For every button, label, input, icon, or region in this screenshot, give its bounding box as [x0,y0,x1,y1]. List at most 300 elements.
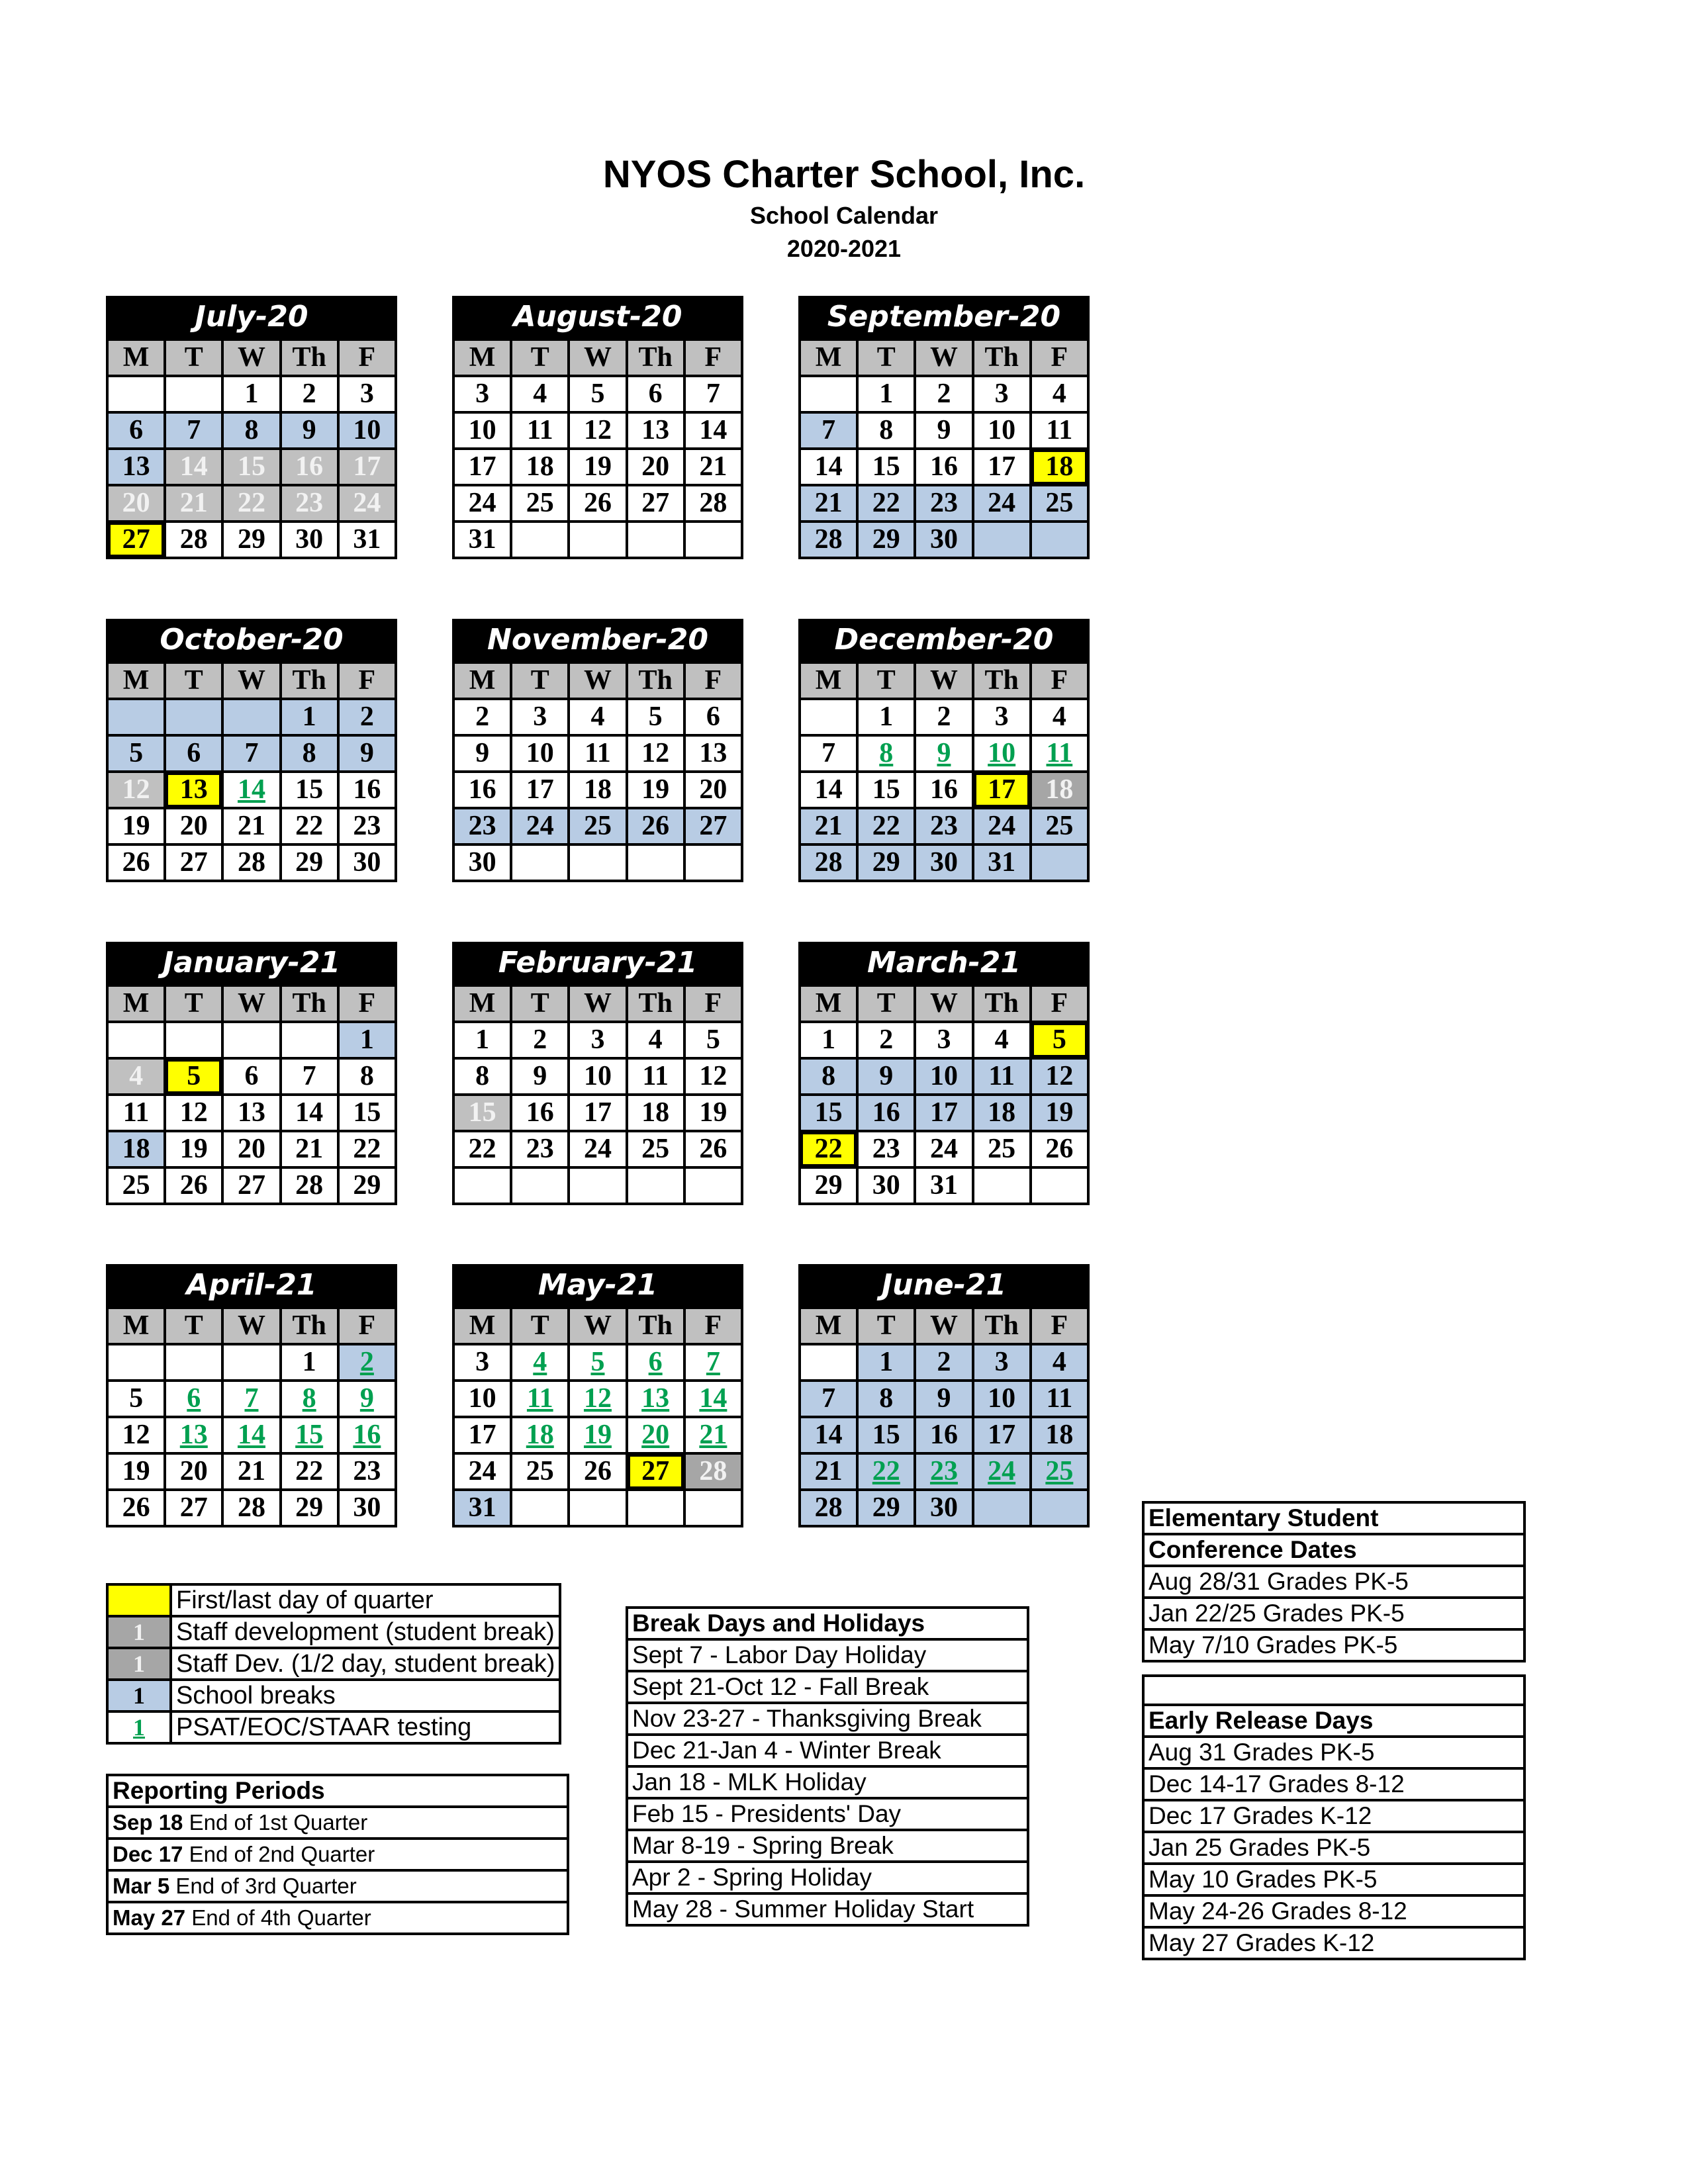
calendar-day: 12 [1031,1058,1088,1095]
month-title: September-20 [798,296,1090,338]
calendar-day: 10 [338,412,396,449]
empty-day [800,699,857,735]
calendar-day: 26 [569,485,626,522]
legend [106,1583,561,1745]
weekday-header: T [857,340,915,376]
calendar-day: 3 [453,1344,511,1381]
calendar-day: 5 [1031,1022,1088,1058]
calendar-day: 2 [915,1344,972,1381]
empty-day [973,1167,1031,1204]
month-calendar [452,1264,743,1527]
empty-day [973,1490,1031,1526]
calendar-day: 12 [107,772,165,808]
calendar-day: 16 [511,1095,569,1131]
legend-label: PSAT/EOC/STAAR testing [171,1711,560,1743]
weekday-header: M [800,1308,857,1344]
calendar-day: 3 [973,699,1031,735]
weekday-header: F [1031,662,1088,699]
calendar-day: 28 [800,844,857,881]
calendar-day: 14 [800,449,857,485]
weekday-header: F [1031,340,1088,376]
calendar-day: 3 [973,1344,1031,1381]
weekday-header: Th [973,662,1031,699]
reporting-item [107,1870,568,1902]
empty-day [627,1490,684,1526]
calendar-day: 7 [281,1058,338,1095]
empty-day [684,1167,742,1204]
calendar-day: 20 [222,1131,280,1167]
calendar-day: 2 [857,1022,915,1058]
calendar-day: 18 [1031,772,1088,808]
calendar-day: 12 [107,1417,165,1453]
calendar-day: 24 [569,1131,626,1167]
calendar-day: 4 [511,376,569,412]
empty-day [1031,1167,1088,1204]
calendar-day: 26 [1031,1131,1088,1167]
calendar-day: 26 [569,1453,626,1490]
calendar-day: 13 [627,412,684,449]
calendar-day: 17 [569,1095,626,1131]
weekday-header: T [857,985,915,1022]
early-release-item: May 10 Grades PK-5 [1143,1864,1524,1895]
empty-day [107,376,165,412]
weekday-header: Th [627,340,684,376]
school-year: 2020-2021 [786,235,902,262]
month-title: January-21 [106,942,397,984]
calendar-day: 27 [627,1453,684,1490]
calendar-day: 15 [857,449,915,485]
calendar-day: 20 [627,1417,684,1453]
holiday-item: Feb 15 - Presidents' Day [627,1798,1028,1830]
weekday-header: M [453,662,511,699]
calendar-day: 22 [281,808,338,844]
holiday-item: Apr 2 - Spring Holiday [627,1862,1028,1893]
calendar-day: 27 [107,522,165,558]
calendar-day: 16 [338,772,396,808]
calendar-day: 16 [338,1417,396,1453]
month-title: March-21 [798,942,1090,984]
empty-day [107,1022,165,1058]
conference-item: May 7/10 Grades PK-5 [1143,1629,1524,1661]
calendar-day: 14 [800,1417,857,1453]
calendar-day: 14 [281,1095,338,1131]
calendar-day: 19 [569,1417,626,1453]
month-title: May-21 [452,1264,743,1306]
calendar-day: 29 [338,1167,396,1204]
calendar-day: 14 [222,1417,280,1453]
calendar-day: 12 [165,1095,222,1131]
empty-day [165,699,222,735]
calendar-day: 31 [453,522,511,558]
calendar-day: 10 [569,1058,626,1095]
empty-day [569,844,626,881]
calendar-day: 19 [627,772,684,808]
weekday-header: F [684,340,742,376]
calendar-day: 6 [627,376,684,412]
calendar-day: 25 [569,808,626,844]
calendar-day: 6 [627,1344,684,1381]
calendar-day: 9 [453,735,511,772]
legend-swatch: 1 [107,1711,171,1743]
calendar-day: 17 [973,1417,1031,1453]
weekday-header: T [857,662,915,699]
calendar-day: 21 [281,1131,338,1167]
calendar-day: 2 [511,1022,569,1058]
month-calendar [106,619,397,882]
calendar-day: 31 [338,522,396,558]
calendar-day: 9 [857,1058,915,1095]
calendar-day: 25 [511,1453,569,1490]
weekday-header: Th [973,985,1031,1022]
calendar-day: 11 [107,1095,165,1131]
calendar-day: 8 [222,412,280,449]
empty-day [165,376,222,412]
empty-day [684,844,742,881]
month-calendar [106,1264,397,1527]
calendar-day: 5 [107,735,165,772]
reporting-text: End of 1st Quarter [189,1810,368,1835]
weekday-header: W [915,985,972,1022]
calendar-day: 25 [1031,485,1088,522]
calendar-day: 19 [165,1131,222,1167]
calendar-day: 19 [107,808,165,844]
holiday-item: Dec 21-Jan 4 - Winter Break [627,1735,1028,1766]
empty-day [222,699,280,735]
calendar-day: 20 [684,772,742,808]
month-calendar [798,296,1090,559]
calendar-day: 11 [973,1058,1031,1095]
month-calendar [452,296,743,559]
calendar-day: 1 [338,1022,396,1058]
holiday-item: Sept 21-Oct 12 - Fall Break [627,1671,1028,1703]
month-calendar [798,619,1090,882]
calendar-day: 22 [857,808,915,844]
calendar-day: 12 [684,1058,742,1095]
calendar-day: 5 [569,1344,626,1381]
calendar-day: 14 [684,412,742,449]
empty-day [569,522,626,558]
legend-label: School breaks [171,1680,560,1711]
weekday-header: Th [973,1308,1031,1344]
month-calendar [798,1264,1090,1527]
calendar-day: 25 [107,1167,165,1204]
month-title: June-21 [798,1264,1090,1306]
early-release-item: Dec 17 Grades K-12 [1143,1800,1524,1832]
calendar-day: 24 [453,1453,511,1490]
calendar-day: 2 [915,699,972,735]
weekday-header: M [107,340,165,376]
early-release-heading: Early Release Days [1143,1705,1524,1737]
calendar-day: 24 [511,808,569,844]
weekday-header: M [107,662,165,699]
calendar-day: 3 [453,376,511,412]
calendar-day: 12 [627,735,684,772]
calendar-day: 6 [165,735,222,772]
calendar-day: 3 [338,376,396,412]
calendar-day: 15 [800,1095,857,1131]
holiday-item: Nov 23-27 - Thanksgiving Break [627,1703,1028,1735]
weekday-header: M [107,1308,165,1344]
calendar-day: 4 [973,1022,1031,1058]
calendar-day: 1 [800,1022,857,1058]
calendar-day: 9 [915,1381,972,1417]
empty-day [107,1344,165,1381]
calendar-day: 21 [222,808,280,844]
month-title: December-20 [798,619,1090,661]
empty-day [453,1167,511,1204]
calendar-day: 4 [1031,1344,1088,1381]
calendar-day: 30 [915,522,972,558]
calendar-day: 6 [684,699,742,735]
calendar-day: 11 [1031,1381,1088,1417]
calendar-day: 19 [107,1453,165,1490]
calendar-day: 28 [684,485,742,522]
calendar-day: 31 [453,1490,511,1526]
calendar-day: 16 [915,449,972,485]
calendar-day: 30 [453,844,511,881]
calendar-day: 27 [165,1490,222,1526]
calendar-day: 17 [453,1417,511,1453]
weekday-header: M [107,985,165,1022]
conference-dates [1142,1501,1526,1662]
calendar-day: 2 [453,699,511,735]
calendar-day: 19 [684,1095,742,1131]
calendar-day: 7 [684,1344,742,1381]
calendar-day: 30 [857,1167,915,1204]
calendar-day: 1 [857,699,915,735]
early-release-days [1142,1674,1526,1960]
calendar-day: 8 [338,1058,396,1095]
calendar-day: 3 [973,376,1031,412]
calendar-day: 4 [511,1344,569,1381]
calendar-day: 11 [1031,735,1088,772]
calendar-day: 22 [281,1453,338,1490]
empty-day [973,522,1031,558]
calendar-day: 8 [857,1381,915,1417]
calendar-day: 30 [338,844,396,881]
empty-day [800,1344,857,1381]
calendar-day: 30 [915,844,972,881]
calendar-day: 21 [800,485,857,522]
calendar-day: 30 [281,522,338,558]
weekday-header: Th [973,340,1031,376]
calendar-day: 23 [453,808,511,844]
calendar-day: 28 [222,1490,280,1526]
calendar-day: 27 [222,1167,280,1204]
calendar-day: 21 [800,808,857,844]
calendar-day: 6 [165,1381,222,1417]
empty-day [800,376,857,412]
calendar-day: 25 [1031,1453,1088,1490]
calendar-day: 10 [915,1058,972,1095]
legend-swatch [107,1584,171,1616]
calendar-day: 11 [511,412,569,449]
legend-swatch: 1 [107,1648,171,1680]
calendar-day: 15 [338,1095,396,1131]
calendar-day: 16 [857,1095,915,1131]
weekday-header: F [338,1308,396,1344]
calendar-day: 28 [222,844,280,881]
calendar-day: 14 [684,1381,742,1417]
empty-day [1031,844,1088,881]
weekday-header: F [684,985,742,1022]
calendar-day: 21 [222,1453,280,1490]
calendar-day: 10 [973,1381,1031,1417]
calendar-day: 7 [165,412,222,449]
month-calendar [106,296,397,559]
reporting-item [107,1807,568,1839]
calendar-day: 23 [281,485,338,522]
calendar-day: 20 [165,808,222,844]
empty-day [222,1344,280,1381]
empty-day [165,1344,222,1381]
calendar-day: 13 [165,772,222,808]
calendar-day: 28 [800,522,857,558]
calendar-day: 7 [800,735,857,772]
holidays-heading: Break Days and Holidays [627,1608,1028,1639]
weekday-header: W [915,1308,972,1344]
reporting-date: May 27 [113,1905,186,1930]
calendar-day: 23 [338,808,396,844]
calendar-day: 11 [569,735,626,772]
calendar-day: 14 [800,772,857,808]
holiday-item: May 28 - Summer Holiday Start [627,1893,1028,1925]
calendar-day: 16 [915,1417,972,1453]
calendar-day: 25 [973,1131,1031,1167]
calendar-day: 23 [915,808,972,844]
calendar-day: 27 [165,844,222,881]
calendar-day: 29 [857,1490,915,1526]
calendar-day: 22 [857,1453,915,1490]
reporting-date: Sep 18 [113,1810,183,1835]
weekday-header: Th [281,1308,338,1344]
weekday-header: F [1031,1308,1088,1344]
reporting-item [107,1839,568,1870]
calendar-day: 4 [107,1058,165,1095]
calendar-day: 2 [281,376,338,412]
calendar-day: 23 [338,1453,396,1490]
calendar-day: 9 [338,735,396,772]
calendar-day: 4 [569,699,626,735]
weekday-header: T [165,662,222,699]
calendar-day: 7 [800,1381,857,1417]
calendar-day: 26 [107,1490,165,1526]
empty-day [627,844,684,881]
calendar-day: 25 [1031,808,1088,844]
calendar-day: 5 [569,376,626,412]
empty-day [281,1022,338,1058]
calendar-day: 10 [973,735,1031,772]
calendar-day: 13 [627,1381,684,1417]
weekday-header: Th [627,662,684,699]
empty-day [627,1167,684,1204]
calendar-day: 14 [222,772,280,808]
calendar-day: 29 [857,522,915,558]
empty-day [569,1490,626,1526]
calendar-day: 31 [973,844,1031,881]
calendar-day: 5 [684,1022,742,1058]
calendar-day: 5 [165,1058,222,1095]
calendar-day: 2 [915,376,972,412]
calendar-day: 22 [857,485,915,522]
calendar-day: 24 [338,485,396,522]
empty-day [627,522,684,558]
reporting-text: End of 3rd Quarter [175,1874,357,1898]
calendar-day: 2 [338,699,396,735]
month-calendar [798,942,1090,1205]
break-days-holidays [626,1606,1029,1927]
calendar-day: 21 [684,1417,742,1453]
calendar-day: 17 [511,772,569,808]
weekday-header: Th [281,985,338,1022]
month-title: February-21 [452,942,743,984]
calendar-day: 23 [915,485,972,522]
reporting-date: Mar 5 [113,1874,170,1898]
calendar-day: 30 [338,1490,396,1526]
calendar-day: 28 [684,1453,742,1490]
calendar-day: 16 [453,772,511,808]
calendar-day: 10 [453,1381,511,1417]
calendar-day: 26 [627,808,684,844]
calendar-day: 29 [281,1490,338,1526]
calendar-day: 24 [973,808,1031,844]
calendar-day: 19 [569,449,626,485]
month-calendar [106,942,397,1205]
calendar-day: 18 [1031,1417,1088,1453]
calendar-day: 28 [165,522,222,558]
calendar-day: 26 [107,844,165,881]
calendar-day: 24 [973,485,1031,522]
conference-item: Jan 22/25 Grades PK-5 [1143,1598,1524,1629]
calendar-day: 22 [338,1131,396,1167]
calendar-day: 10 [973,412,1031,449]
calendar-day: 29 [222,522,280,558]
calendar-day: 8 [857,412,915,449]
calendar-day: 21 [684,449,742,485]
legend-label: First/last day of quarter [171,1584,560,1616]
calendar-day: 6 [107,412,165,449]
calendar-day: 21 [165,485,222,522]
early-release-item: Dec 14-17 Grades 8-12 [1143,1768,1524,1800]
reporting-text: End of 2nd Quarter [189,1842,375,1866]
calendar-day: 4 [1031,699,1088,735]
calendar-day: 1 [281,1344,338,1381]
calendar-day: 21 [800,1453,857,1490]
calendar-day: 29 [857,844,915,881]
reporting-periods [106,1774,569,1935]
weekday-header: T [511,1308,569,1344]
empty-day [684,522,742,558]
weekday-header: M [800,340,857,376]
calendar-day: 18 [511,1417,569,1453]
calendar-day: 1 [857,1344,915,1381]
weekday-header: M [453,340,511,376]
calendar-day: 10 [511,735,569,772]
calendar-day: 7 [684,376,742,412]
calendar-day: 9 [915,412,972,449]
calendar-day: 27 [627,485,684,522]
weekday-header: F [684,1308,742,1344]
weekday-header: W [569,340,626,376]
calendar-day: 13 [107,449,165,485]
weekday-header: F [1031,985,1088,1022]
calendar-day: 22 [453,1131,511,1167]
calendar-day: 18 [1031,449,1088,485]
calendar-day: 8 [453,1058,511,1095]
calendar-day: 31 [915,1167,972,1204]
calendar-day: 9 [511,1058,569,1095]
calendar-day: 29 [281,844,338,881]
